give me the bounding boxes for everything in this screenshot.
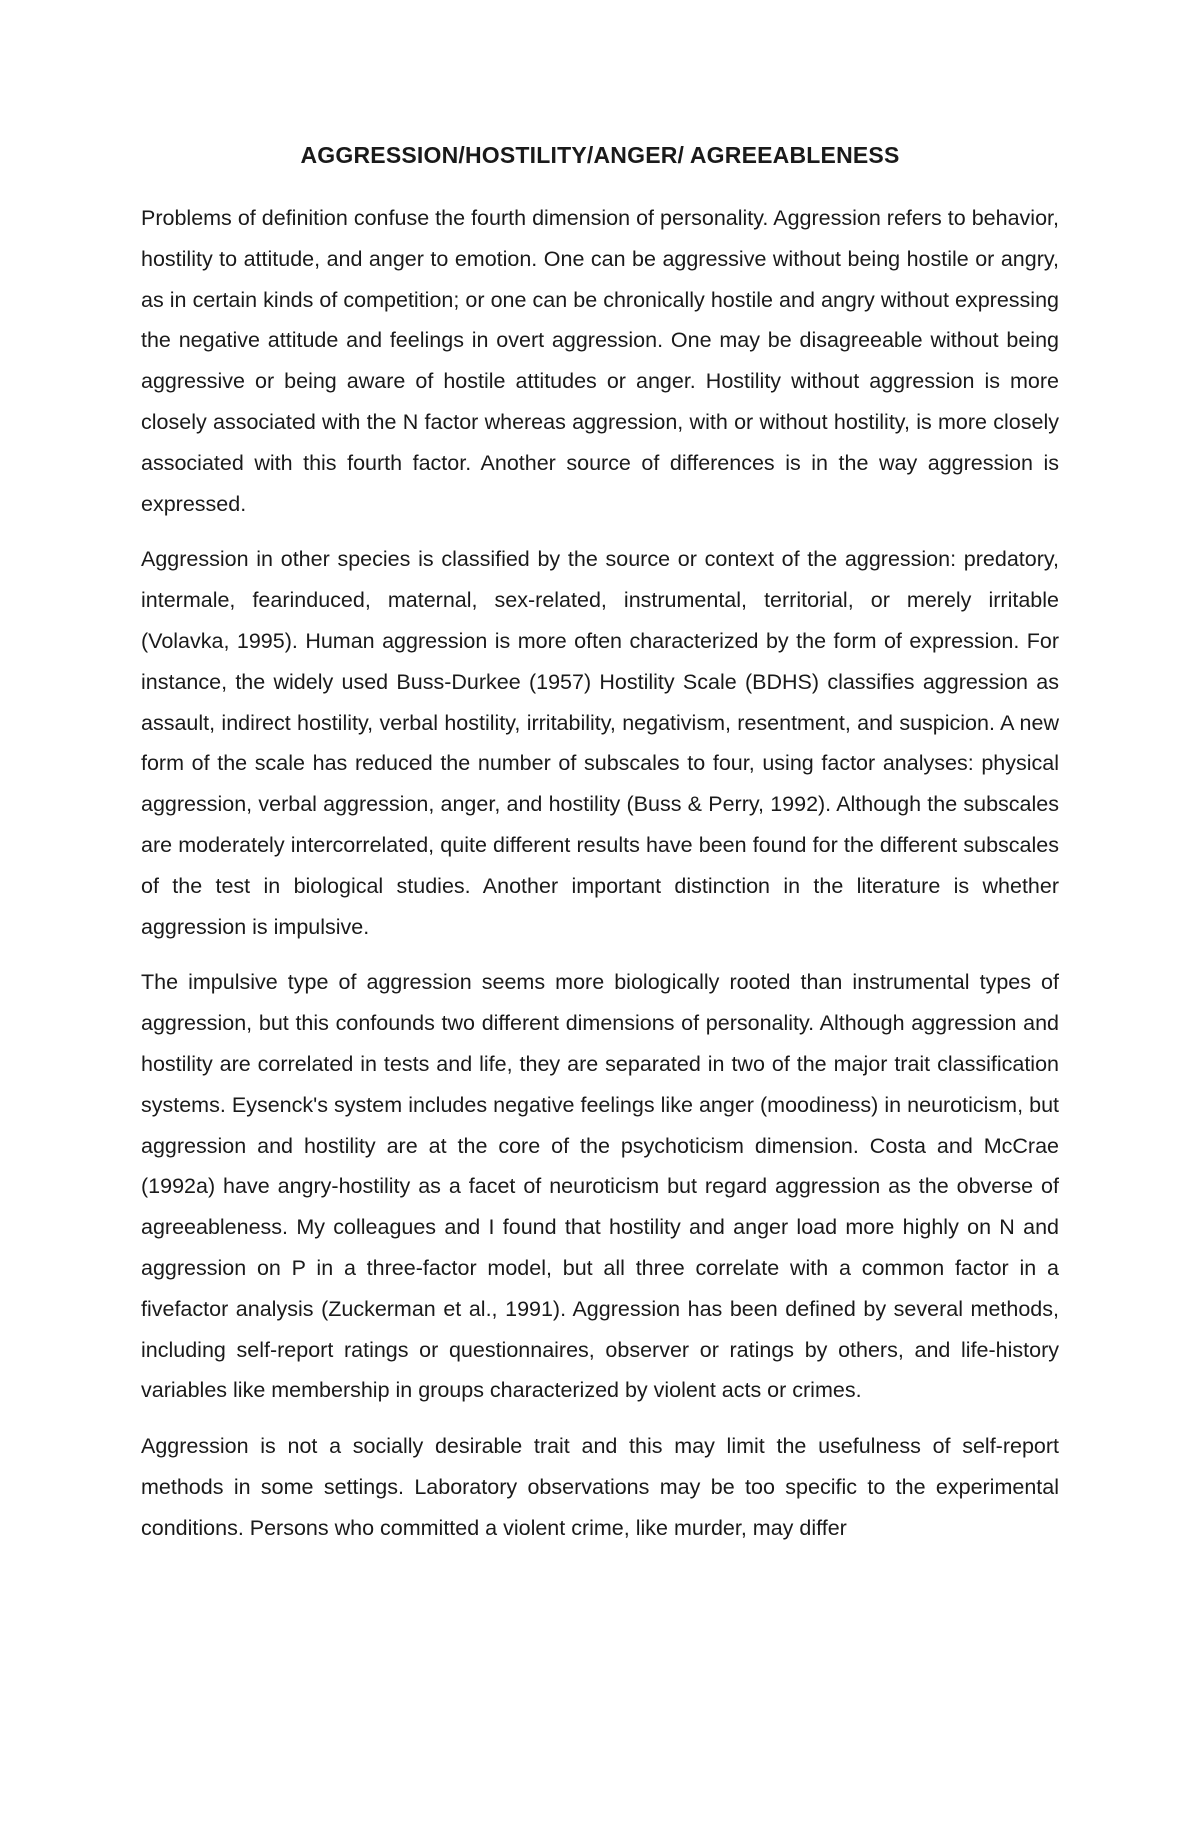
page-title: AGGRESSION/HOSTILITY/ANGER/ AGREEABLENESS xyxy=(300,142,900,168)
paragraph-4: Aggression is not a socially desirable trait and this may limit the usefulness of self-report methods in some settings. Laboratory observations may be too specific to the experimental conditions. Persons who committed a violent crime, like murder, may differ xyxy=(141,1434,1059,1540)
paragraph-2: Aggression in other species is classified by the source or context of the aggression: predatory, intermale, fearinduced, maternal, sex-related, instrumental, territorial, or merely irritable (Volavka, 1995). Human aggression is more often characterized by the form of expression. For instance, the widely used Buss-Durkee (1957) Hostility Scale (BDHS) classifies aggression as assault, indirect hostility, verbal hostility, irritability, negativism, resentment, and suspicion. A new form of the scale has reduced the number of subscales to four, using factor analyses: physical aggression, verbal aggression, anger, and hostility (Buss & Perry, 1992). Although the subscales are moderately intercorrelated, quite different results have been found for the different subscales of the test in biological studies. Another important distinction in the literature is whether aggression is impulsive. xyxy=(141,547,1059,939)
paragraph-3: The impulsive type of aggression seems more biologically rooted than instrumental types of aggression, but this confounds two different dimensions of personality. Although aggression and hostility are correlated in tests and life, they are separated in two of the major trait classification systems. Eysenck's system includes negative feelings like anger (moodiness) in neuroticism, but aggression and hostility are at the core of the psychoticism dimension. Costa and McCrae (1992a) have angry-hostility as a facet of neuroticism but regard aggression as the obverse of agreeableness. My colleagues and I found that hostility and anger load more highly on N and aggression on P in a three-factor model, but all three correlate with a common factor in a fivefactor analysis (Zuckerman et al., 1991). Aggression has been defined by several methods, including self-report ratings or questionnaires, observer or ratings by others, and life-history variables like membership in groups characterized by violent acts or crimes. xyxy=(141,970,1059,1403)
document-page xyxy=(141,140,1059,1564)
paragraph-1: Problems of definition confuse the fourth dimension of personality. Aggression refers to behavior, hostility to attitude, and anger to emotion. One can be aggressive without being hostile or angry, as in certain kinds of competition; or one can be chronically hostile and angry without expressing the negative attitude and feelings in overt aggression. One may be disagreeable without being aggressive or being aware of hostile attitudes or anger. Hostility without aggression is more closely associated with the N factor whereas aggression, with or without hostility, is more closely associated with this fourth factor. Another source of differences is in the way aggression is expressed. xyxy=(141,206,1059,516)
